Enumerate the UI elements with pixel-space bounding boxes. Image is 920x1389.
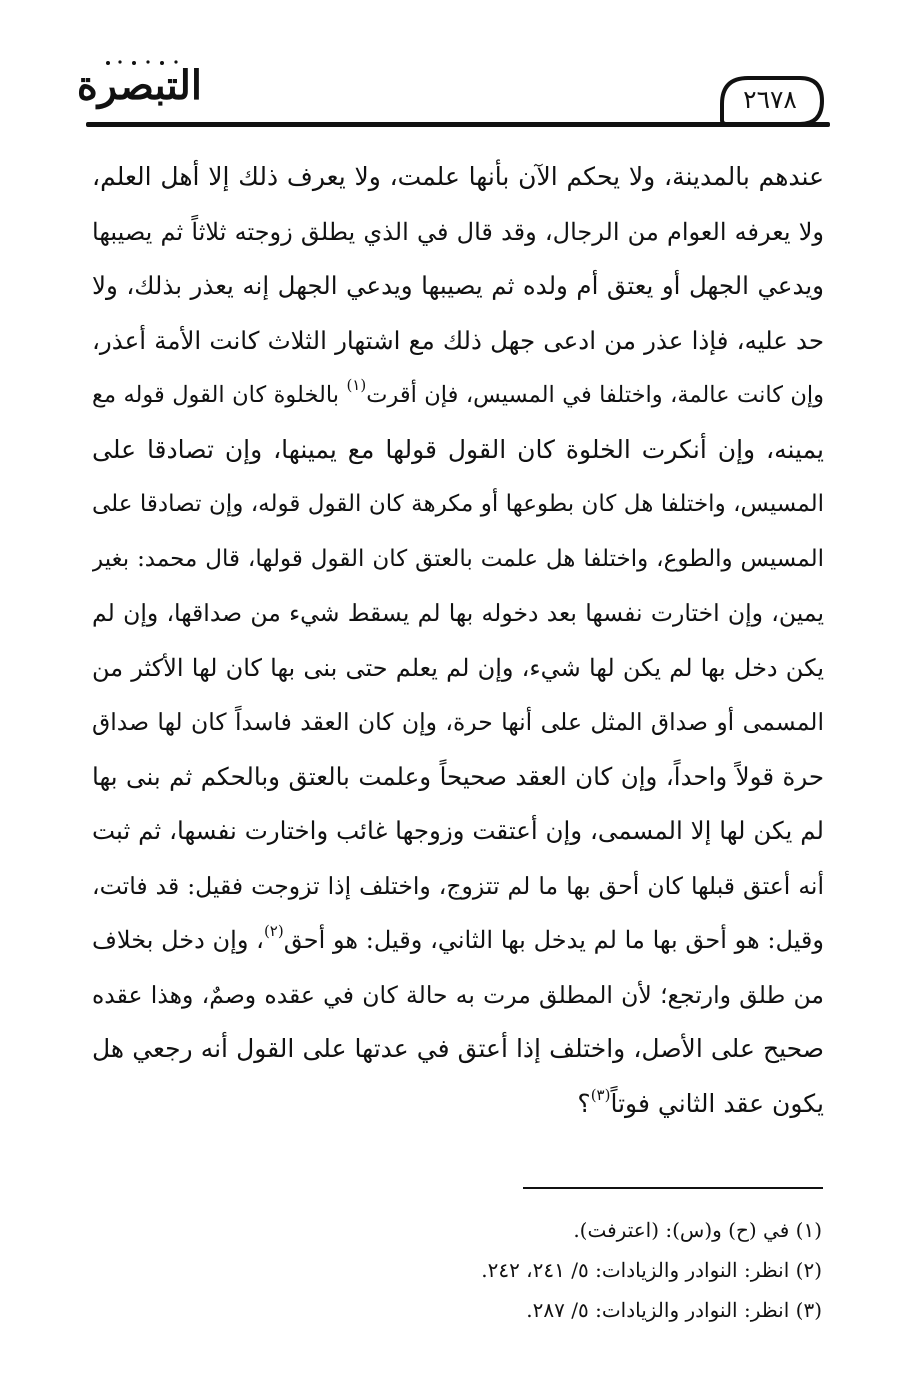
footnote-2: (٢) انظر: النوادر والزيادات: ٥/ ٢٤١، ٢٤٢. xyxy=(481,1258,822,1282)
text-line: لم يكن لها إلا المسمى، وإن أعتقت وزوجها غائب واختارت نفسها، ثم ثبت xyxy=(92,816,824,845)
header-rule xyxy=(86,122,830,127)
text-segment: وإن كانت عالمة، واختلفا في المسيس، فإن أقرت xyxy=(366,382,824,408)
footnote-3: (٣) انظر: النوادر والزيادات: ٥/ ٢٨٧. xyxy=(526,1298,822,1322)
main-text xyxy=(92,150,824,1131)
text-line: حرة قولاً واحداً، وإن كان العقد صحيحاً وعلمت بالعتق وبالحكم ثم بنى بها xyxy=(92,761,824,791)
text-segment: بالخلوة كان القول قوله مع xyxy=(92,382,347,408)
text-line: ويدعي الجهل أو يعتق أم ولده ثم يصيبها ويدعي الجهل إنه يعذر بذلك، ولا xyxy=(92,271,824,300)
text-segment: يكون عقد الثاني فوتاً xyxy=(610,1088,824,1118)
page-number-badge xyxy=(718,74,824,128)
footnote-separator xyxy=(523,1187,823,1189)
footnotes xyxy=(92,1210,822,1330)
running-header-title: التبصرة xyxy=(76,62,202,109)
text-line: صحيح على الأصل، واختلف إذا أعتق في عدتها على القول أنه رجعي هل xyxy=(92,1034,824,1063)
footnote-marker: (١) xyxy=(346,376,367,394)
text-line: يمينه، وإن أنكرت الخلوة كان القول قولها مع يمينها، وإن تصادقا على xyxy=(92,434,824,464)
text-line: أنه أعتق قبلها كان أحق بها ما لم تتزوج، واختلف إذا تزوجت فقيل: قد فاتت، xyxy=(92,871,824,900)
text-line: حد عليه، فإذا عذر من ادعى جهل ذلك مع اشتهار الثلاث كانت الأمة أعذر، xyxy=(92,325,824,355)
text-line: المسيس والطوع، واختلفا هل علمت بالعتق كان القول قولها، قال محمد: بغير xyxy=(92,545,824,572)
text-line xyxy=(92,913,824,968)
text-line xyxy=(92,368,824,423)
text-line xyxy=(92,1077,824,1132)
footnote-marker: (٢) xyxy=(263,922,284,940)
text-line: عندهم بالمدينة، ولا يحكم الآن بأنها علمت، ولا يعرف ذلك إلا أهل العلم، xyxy=(92,162,824,191)
footnote-marker: (٣) xyxy=(590,1085,611,1104)
footnote-1: (١) في (ح) و(س): (اعترفت). xyxy=(573,1218,822,1242)
text-line: المسمى أو صداق المثل على أنها حرة، وإن كان العقد فاسداً كان لها صداق xyxy=(92,708,824,736)
text-line: يمين، وإن اختارت نفسها بعد دخوله بها لم يسقط شيء من صداقها، وإن لم xyxy=(92,599,824,627)
text-line: ولا يعرفه العوام من الرجال، وقد قال في الذي يطلق زوجته ثلاثاً ثم يصيبها xyxy=(92,217,824,246)
text-segment: ، وإن دخل بخلاف xyxy=(92,926,264,954)
text-segment: ؟ xyxy=(577,1088,591,1118)
text-line: المسيس، واختلفا هل كان بطوعها أو مكرهة كان القول قوله، وإن تصادقا على xyxy=(92,491,824,517)
text-line: من طلق وارتجع؛ لأن المطلق مرت به حالة كان في عقده وصمٌ، وهذا عقده xyxy=(92,980,824,1009)
page-number: ٢٦٧٨ xyxy=(743,85,797,114)
text-segment: وقيل: هو أحق بها ما لم يدخل بها الثاني، وقيل: هو أحق xyxy=(283,926,824,954)
text-line: يكن دخل بها لم يكن لها شيء، وإن لم يعلم حتى بنى بها كان لها الأكثر من xyxy=(92,653,824,682)
